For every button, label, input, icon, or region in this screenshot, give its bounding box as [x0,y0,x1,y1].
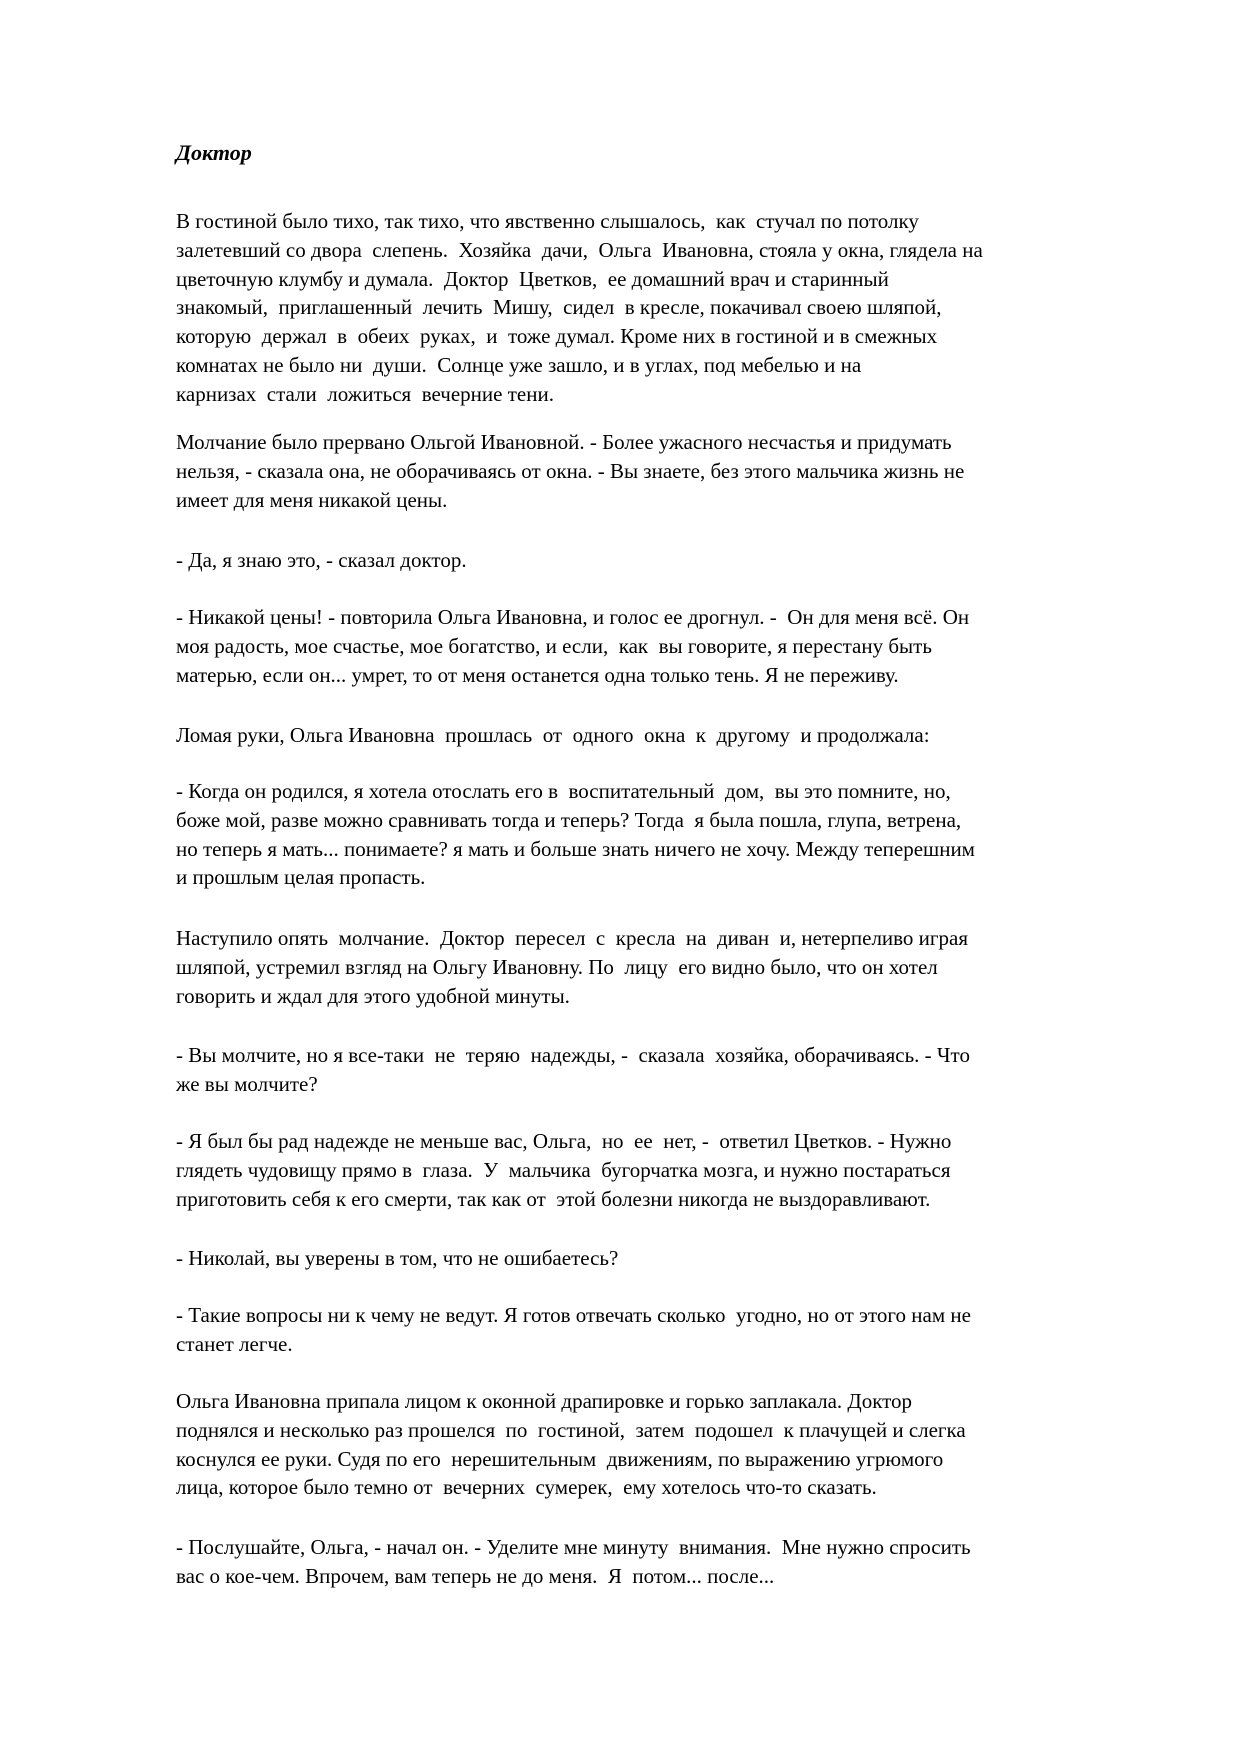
text-line: но теперь я мать... понимаете? я мать и больше знать ничего не хочу. Между теперешним [176,836,975,861]
text-line: вас о кое-чем. Впрочем, вам теперь не до меня. Я потом... после... [176,1563,775,1588]
paragraph [176,1041,1176,1099]
text-line: знакомый, приглашенный лечить Мишу, сидел в кресле, покачивал своею шляпой, [176,295,942,320]
text-line: В гостиной было тихо, так тихо, что явственно слышалось, как стучал по потолку [176,209,919,233]
text-line: цветочную клумбу и думала. Доктор Цветков, ее домашний врач и старинный [176,266,889,291]
paragraph [176,777,1176,892]
text-line: имеет для меня никакой цены. [176,487,448,512]
text-line: глядеть чудовищу прямо в глаза. У мальчика бугорчатка мозга, и нужно постараться [176,1157,951,1182]
text-line: карнизах стали ложиться вечерние тени. [176,381,554,406]
paragraph [176,1244,1176,1273]
text-line: Молчание было прервано Ольгой Ивановной. - Более ужасного несчастья и придумать [176,430,952,454]
text-line: же вы молчите? [176,1071,318,1096]
text-line: моя радость, мое счастье, мое богатство, и если, как вы говорите, я перестану быть [176,633,932,658]
document-title: Доктор [176,140,252,165]
text-line: Наступило опять молчание. Доктор пересел с кресла на диван и, нетерпеливо играя [176,926,969,950]
text-line: матерью, если он... умрет, то от меня останется одна только тень. Я не переживу. [176,662,899,687]
text-line: говорить и ждал для этого удобной минуты. [176,983,570,1008]
paragraph [176,924,1176,1010]
text-line: которую держал в обеих руках, и тоже думал. Кроме них в гостиной и в смежных [176,324,938,349]
paragraph [176,207,1176,409]
paragraph [176,1301,1176,1359]
text-line: залетевший со двора слепень. Хозяйка дачи, Ольга Ивановна, стояла у окна, глядела на [176,237,983,262]
text-line: и прошлым целая пропасть. [176,865,426,890]
text-line: лица, которое было темно от вечерних сумерек, ему хотелось что-то сказать. [176,1475,877,1500]
text-line: комнатах не было ни души. Солнце уже зашло, и в углах, под мебелью и на [176,352,862,377]
text-line: коснулся ее руки. Судя по его нерешительным движениям, по выражению угрюмого [176,1446,944,1471]
paragraph [176,546,1176,575]
paragraph [176,603,1176,689]
text-line: нельзя, - сказала она, не оборачиваясь от окна. - Вы знаете, без этого мальчика жизнь не [176,458,965,483]
text-line: Ольга Ивановна припала лицом к оконной драпировке и горько заплакала. Доктор [176,1389,913,1413]
paragraph [176,1533,1176,1591]
paragraph [176,1127,1176,1213]
text-line: боже мой, разве можно сравнивать тогда и теперь? Тогда я была пошла, глупа, ветрена, [176,807,962,832]
text-line: - Я был бы рад надежде не меньше вас, Ольга, но ее нет, - ответил Цветков. - Нужно [176,1129,952,1153]
text-line: - Послушайте, Ольга, - начал он. - Уделите мне минуту внимания. Мне нужно спросить [176,1535,971,1559]
paragraph [176,428,1176,514]
text-line: - Николай, вы уверены в том, что не ошибаетесь? [176,1246,619,1270]
paragraph [176,721,1176,750]
text-line: поднялся и несколько раз прошелся по гостиной, затем подошел к плачущей и слегка [176,1417,966,1442]
text-line: - Когда он родился, я хотела отослать его в воспитательный дом, вы это помните, но, [176,779,951,803]
text-line: Ломая руки, Ольга Ивановна прошлась от одного окна к другому и продолжала: [176,723,930,747]
text-line: приготовить себя к его смерти, так как от этой болезни никогда не выздоравливают. [176,1186,931,1211]
text-line: - Никакой цены! - повторила Ольга Ивановна, и голос ее дрогнул. - Он для меня всё. Он [176,605,970,629]
paragraph [176,1387,1176,1502]
text-line: - Такие вопросы ни к чему не ведут. Я готов отвечать сколько угодно, но от этого нам не [176,1303,971,1327]
text-line: - Да, я знаю это, - сказал доктор. [176,548,467,572]
text-line: станет легче. [176,1331,293,1356]
text-line: шляпой, устремил взгляд на Ольгу Ивановну. По лицу его видно было, что он хотел [176,954,938,979]
text-line: - Вы молчите, но я все-таки не теряю надежды, - сказала хозяйка, оборачиваясь. - Что [176,1043,970,1067]
